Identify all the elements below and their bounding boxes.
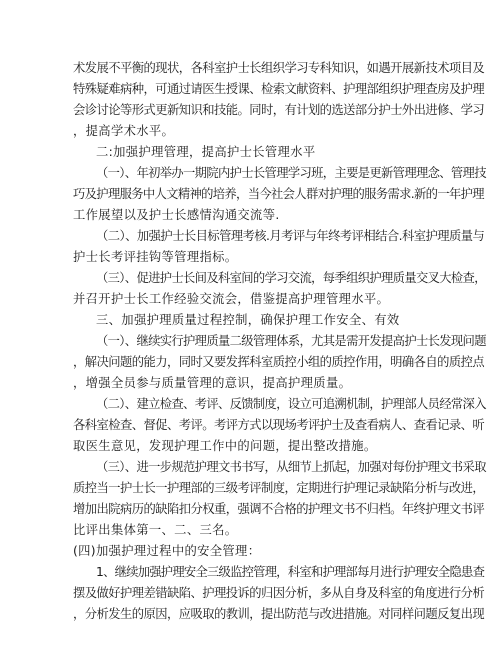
text-line: 并召开护士长工作经验交流会，借鉴提高护理管理水平。 (73, 292, 390, 306)
text-line: （二）、加强护士长目标管理考核.月考评与年终考评相结合.科室护理质量与 (96, 229, 485, 243)
text-line: （三）、进一步规范护理文书书写，从细节上抓起，加强对每份护理文书采取 (96, 460, 486, 474)
text-line: 取医生意见，发现护理工作中的问题，提出整改措施。 (73, 439, 377, 453)
text-line: （二）、建立检查、考评、反馈制度，设立可追溯机制，护理部人员经常深入 (96, 397, 486, 411)
text-line: （一）、继续实行护理质量二级管理体系，尤其是需开发提高护士长发现问题 (96, 334, 486, 348)
text-line: 增加出院病历的缺陷扣分权重，强调不合格的护理文书不归档。年终护理文书评 (73, 502, 485, 516)
text-line: 摆及做好护理差错缺陷、护理投诉的归因分析，多从自身及科室的角度进行分析 (73, 586, 485, 600)
text-line: ，增强全员参与质量管理的意识，提高护理质量。 (73, 376, 352, 390)
text-line: 术发展不平衡的现状，各科室护士长组织学习专科知识，如遇开展新技术项目及 (73, 61, 485, 75)
text-line: 1、继续加强护理安全三级监控管理，科室和护理部每月进行护理安全隐患查 (96, 565, 485, 579)
text-line: 工作展望以及护士长感情沟通交流等. (73, 208, 280, 222)
text-line: 各科室检查、督促、考评。考评方式以现场考评护士及查看病人、查看记录、听 (73, 418, 485, 432)
text-line: （三）、促进护士长间及科室间的学习交流，每季组织护理质量交叉大检查， (96, 271, 486, 285)
text-line: ，分析发生的原因，应吸取的教训，提出防范与改进措施。对同样问题反复出现 (73, 607, 485, 621)
section-heading: 三、加强护理质量过程控制，确保护理工作安全、有效 (96, 313, 400, 327)
section-heading: (四)加强护理过程中的安全管理： (73, 544, 261, 558)
text-line: （一）、年初举办一期院内护士长管理学习班，主要是更新管理理念、管理技 (96, 166, 486, 180)
section-heading: 二:加强护理管理，提高护士长管理水平 (96, 145, 316, 159)
text-line: ，解决问题的能力，同时又要发挥科室质控小组的质控作用，明确各自的质控点 (73, 355, 485, 369)
text-line: 特殊疑难病种，可通过请医生授课、检索文献资料、护理部组织护理查房及护理 (73, 82, 485, 96)
text-line: 质控当一护士长一护理部的三级考评制度，定期进行护理记录缺陷分析与改进， (73, 481, 485, 495)
text-line: 比评出集体第一、二、三名。 (73, 523, 238, 537)
text-line: 巧及护理服务中人文精神的培养，当今社会人群对护理的服务需求.新的一年护理 (73, 187, 484, 201)
text-line: 护士长考评挂钩等管理指标。 (73, 250, 238, 264)
text-line: ，提高学术水平。 (73, 124, 175, 138)
text-line: 会诊讨论等形式更新知识和技能。同时，有计划的选送部分护士外出进修、学习 (73, 103, 485, 117)
